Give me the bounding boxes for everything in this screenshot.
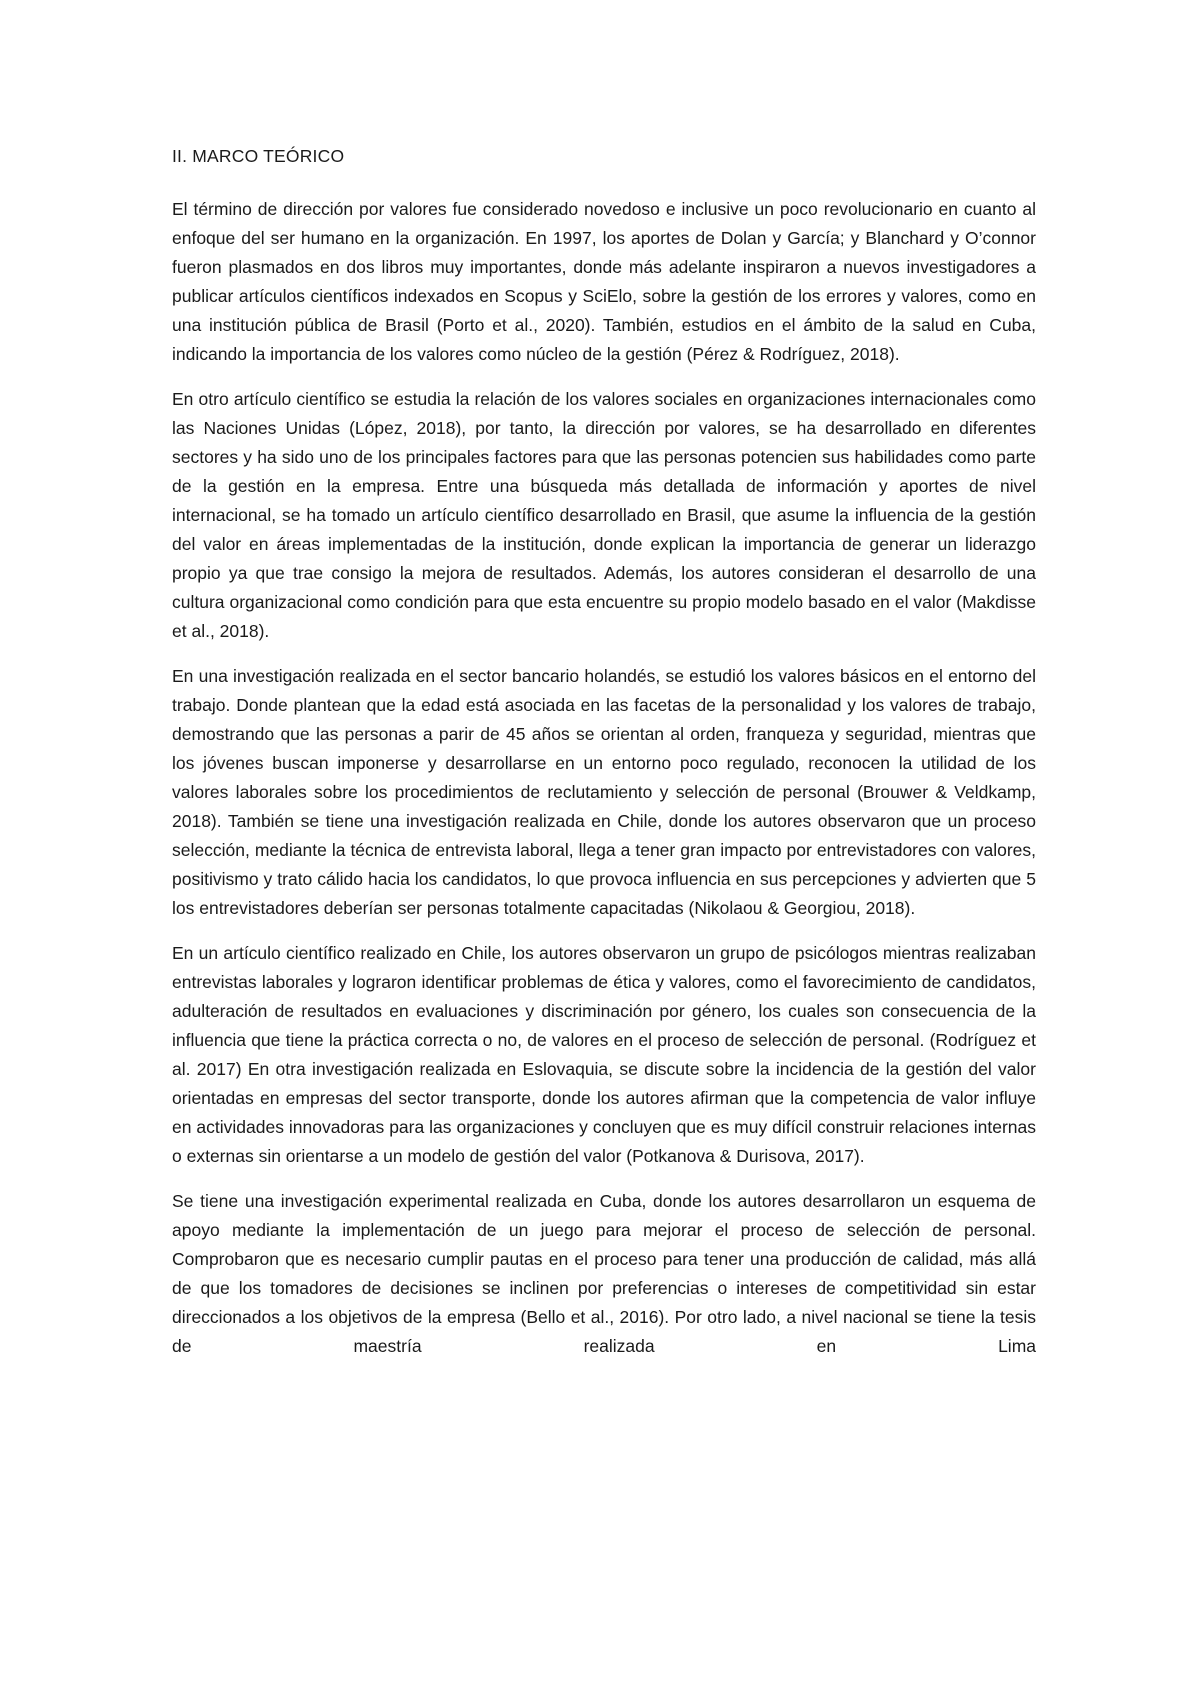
paragraph-5: Se tiene una investigación experimental realizada en Cuba, donde los autores desarrollaron un esquema de apoyo mediante la implementación de un juego para mejorar el proceso de selección de personal. Comprobaron que es necesario cumplir pautas en el proceso para tener una producción de calidad, más allá de que los tomadores de decisiones se inclinen por preferencias o intereses de competitividad sin estar direccionados a los objetivos de la empresa (Bello et al., 2016). Por otro lado, a nivel nacional se tiene la tesis de maestría realizada en Lima xyxy=(172,1191,1036,1356)
paragraph-4: En un artículo científico realizado en Chile, los autores observaron un grupo de psicólogos mientras realizaban entrevistas laborales y lograron identificar problemas de ética y valores, como el favorecimiento de candidatos, adulteración de resultados en evaluaciones y discriminación por género, los cuales son consecuencia de la influencia que tiene la práctica correcta o no, de valores en el proceso de selección de personal. (Rodríguez et al. 2017) En otra investigación realizada en Eslovaquia, se discute sobre la incidencia de la gestión del valor orientadas en empresas del sector transporte, donde los autores afirman que la competencia de valor influye en actividades innovadoras para las organizaciones y concluyen que es muy difícil construir relaciones internas o externas sin orientarse a un modelo de gestión del valor (Potkanova & Durisova, 2017). xyxy=(172,943,1036,1166)
paragraph-2: En otro artículo científico se estudia la relación de los valores sociales en organizaciones internacionales como las Naciones Unidas (López, 2018), por tanto, la dirección por valores, se ha desarrollado en diferentes sectores y ha sido uno de los principales factores para que las personas potencien sus habilidades como parte de la gestión en la empresa. Entre una búsqueda más detallada de información y aportes de nivel internacional, se ha tomado un artículo científico desarrollado en Brasil, que asume la influencia de la gestión del valor en áreas implementadas de la institución, donde explican la importancia de generar un liderazgo propio ya que trae consigo la mejora de resultados. Además, los autores consideran el desarrollo de una cultura organizacional como condición para que esta encuentre su propio modelo basado en el valor (Makdisse et al., 2018). xyxy=(172,389,1036,641)
paragraph-3: En una investigación realizada en el sector bancario holandés, se estudió los valores básicos en el entorno del trabajo. Donde plantean que la edad está asociada en las facetas de la personalidad y los valores de trabajo, demostrando que las personas a parir de 45 años se orientan al orden, franqueza y seguridad, mientras que los jóvenes buscan imponerse y desarrollarse en un entorno poco regulado, reconocen la utilidad de los valores laborales sobre los procedimientos de reclutamiento y selección de personal (Brouwer & Veldkamp, 2018). También se tiene una investigación realizada en Chile, donde los autores observaron que un proceso selección, mediante la técnica de entrevista laboral, llega a tener gran impacto por entrevistadores con valores, positivismo y trato cálido hacia los candidatos, lo que provoca influencia en sus percepciones y advierten que 5 los entrevistadores deberían ser personas totalmente capacitadas (Nikolaou & Georgiou, 2018). xyxy=(172,666,1036,918)
document-body xyxy=(172,142,1036,1377)
section-heading: II. MARCO TEÓRICO xyxy=(172,146,345,166)
paragraph-1: El término de dirección por valores fue considerado novedoso e inclusive un poco revolucionario en cuanto al enfoque del ser humano en la organización. En 1997, los aportes de Dolan y García; y Blanchard y O’connor fueron plasmados en dos libros muy importantes, donde más adelante inspiraron a nuevos investigadores a publicar artículos científicos indexados en Scopus y SciElo, sobre la gestión de los errores y valores, como en una institución pública de Brasil (Porto et al., 2020). También, estudios en el ámbito de la salud en Cuba, indicando la importancia de los valores como núcleo de la gestión (Pérez & Rodríguez, 2018). xyxy=(172,199,1036,364)
